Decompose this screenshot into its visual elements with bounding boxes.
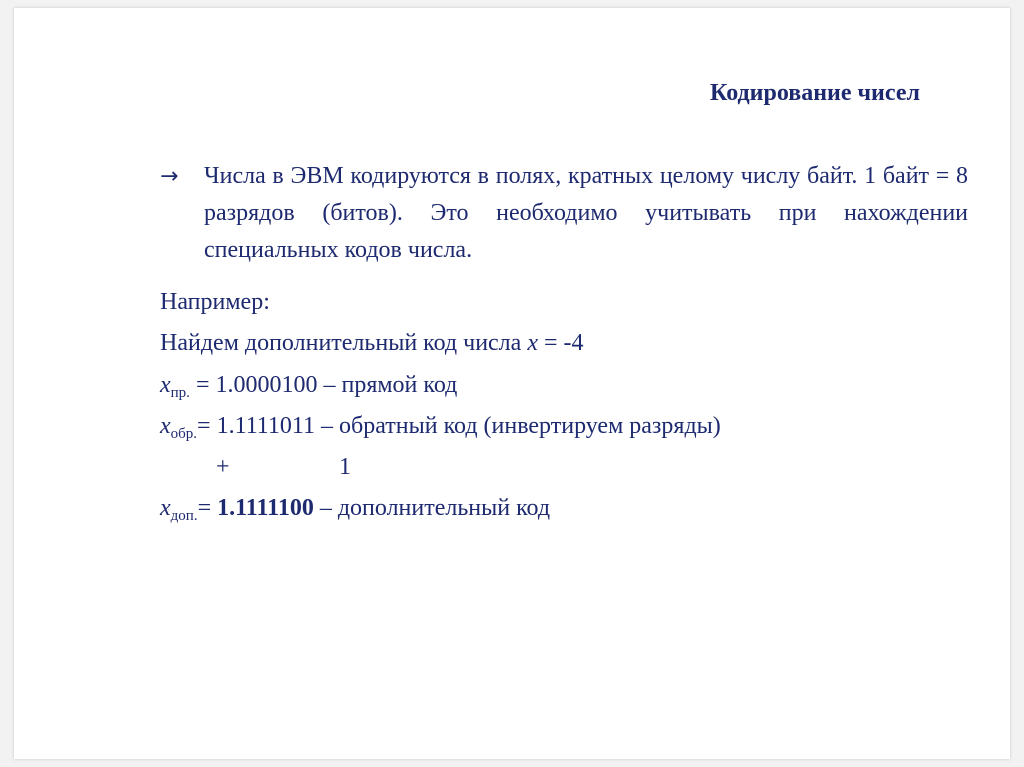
complement-code-line bbox=[160, 495, 550, 525]
complement-eq: = bbox=[197, 495, 218, 521]
direct-code-line bbox=[160, 372, 457, 402]
task-value: = -4 bbox=[537, 330, 584, 356]
complement-value: 1.1111100 bbox=[217, 495, 314, 521]
inverse-value: = 1.1111011 – обратный код (инвертируем разряды) bbox=[197, 413, 721, 439]
direct-value: = 1.0000100 – прямой код bbox=[189, 372, 458, 398]
direct-variable: x bbox=[160, 372, 171, 398]
addend-one: 1 bbox=[339, 454, 351, 480]
inverse-code-line bbox=[160, 413, 721, 443]
example-label: Например: bbox=[160, 289, 270, 315]
inverse-variable: x bbox=[160, 413, 171, 439]
bullet-text: Числа в ЭВМ кодируются в полях, кратных целому числу байт. 1 байт = 8 разрядов (битов). Это необходимо учитывать при нахождении специальных кодов числа. bbox=[204, 163, 968, 263]
task-line bbox=[160, 330, 584, 357]
complement-label: – дополнительный код bbox=[313, 495, 551, 521]
task-variable: x bbox=[527, 330, 538, 356]
plus-sign: + bbox=[216, 454, 230, 480]
slide-title: Кодирование чисел bbox=[710, 80, 920, 106]
right-arrow-icon: → bbox=[160, 164, 179, 189]
slide bbox=[14, 8, 1010, 759]
complement-variable: x bbox=[160, 495, 171, 521]
bullet-item bbox=[160, 158, 968, 269]
direct-subscript: пр. bbox=[170, 385, 190, 401]
task-text: Найдем дополнительный код числа bbox=[160, 330, 528, 356]
complement-subscript: доп. bbox=[170, 508, 198, 524]
inverse-subscript: обр. bbox=[170, 426, 198, 442]
